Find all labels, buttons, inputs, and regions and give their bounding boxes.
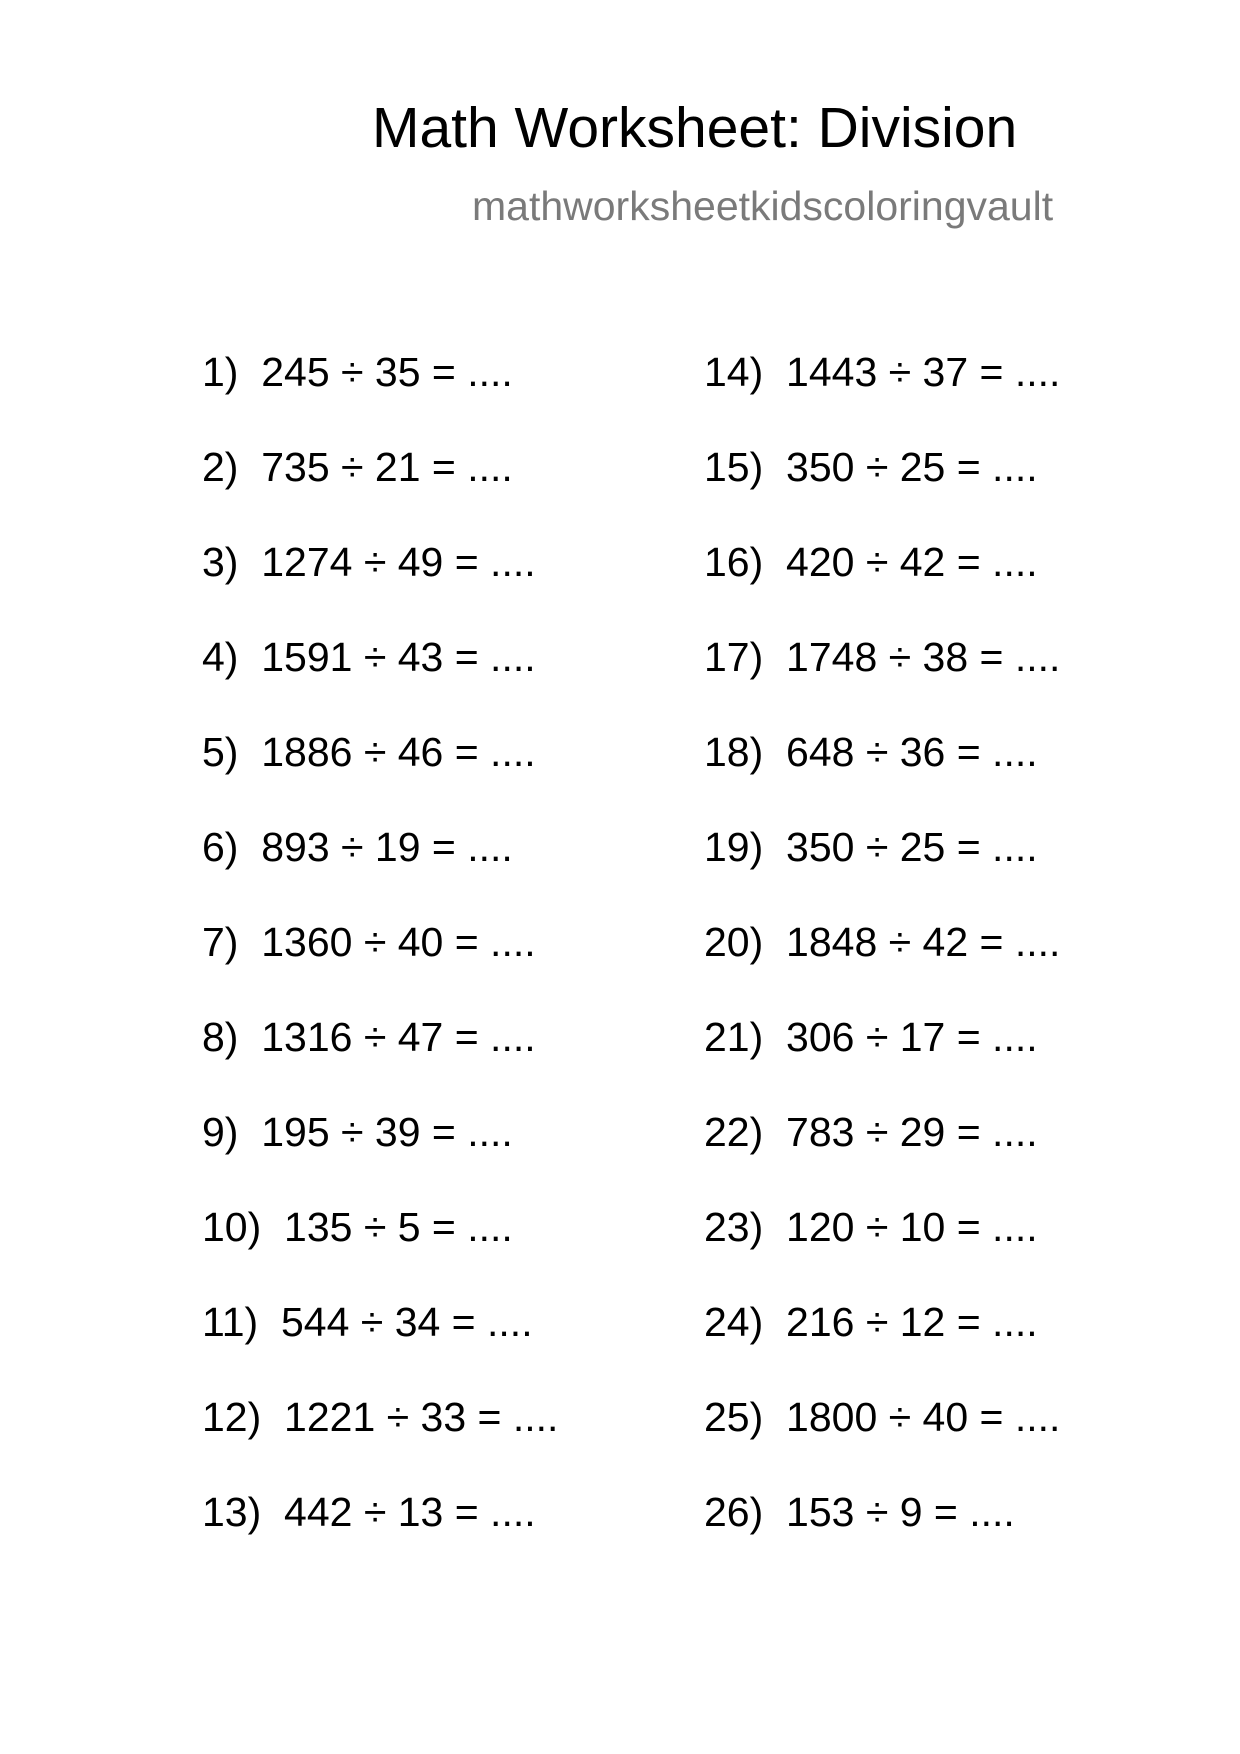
worksheet-title: Math Worksheet: Division: [372, 96, 1018, 160]
problem-26: 26) 153 ÷ 9 = ....: [704, 1489, 1015, 1535]
problem-22: 22) 783 ÷ 29 = ....: [704, 1109, 1038, 1155]
problem-18: 18) 648 ÷ 36 = ....: [704, 729, 1038, 775]
problem-14: 14) 1443 ÷ 37 = ....: [704, 349, 1061, 395]
problem-5: 5) 1886 ÷ 46 = ....: [202, 729, 536, 775]
problem-6: 6) 893 ÷ 19 = ....: [202, 824, 513, 870]
problem-3: 3) 1274 ÷ 49 = ....: [202, 539, 536, 585]
problem-10: 10) 135 ÷ 5 = ....: [202, 1204, 513, 1250]
problem-9: 9) 195 ÷ 39 = ....: [202, 1109, 513, 1155]
problem-23: 23) 120 ÷ 10 = ....: [704, 1204, 1038, 1250]
problem-15: 15) 350 ÷ 25 = ....: [704, 444, 1038, 490]
problem-11: 11) 544 ÷ 34 = ....: [202, 1299, 533, 1345]
problem-4: 4) 1591 ÷ 43 = ....: [202, 634, 536, 680]
problem-25: 25) 1800 ÷ 40 = ....: [704, 1394, 1061, 1440]
problem-1: 1) 245 ÷ 35 = ....: [202, 349, 513, 395]
problem-7: 7) 1360 ÷ 40 = ....: [202, 919, 536, 965]
problem-16: 16) 420 ÷ 42 = ....: [704, 539, 1038, 585]
problem-8: 8) 1316 ÷ 47 = ....: [202, 1014, 536, 1060]
problem-2: 2) 735 ÷ 21 = ....: [202, 444, 513, 490]
worksheet-subtitle: mathworksheetkidscoloringvault: [472, 183, 1054, 229]
problem-13: 13) 442 ÷ 13 = ....: [202, 1489, 536, 1535]
problems-column-left: [202, 349, 559, 1587]
problem-19: 19) 350 ÷ 25 = ....: [704, 824, 1038, 870]
problem-12: 12) 1221 ÷ 33 = ....: [202, 1394, 559, 1440]
problem-17: 17) 1748 ÷ 38 = ....: [704, 634, 1061, 680]
problems-column-right: [704, 349, 1061, 1587]
problem-21: 21) 306 ÷ 17 = ....: [704, 1014, 1038, 1060]
problem-24: 24) 216 ÷ 12 = ....: [704, 1299, 1038, 1345]
problem-20: 20) 1848 ÷ 42 = ....: [704, 919, 1061, 965]
